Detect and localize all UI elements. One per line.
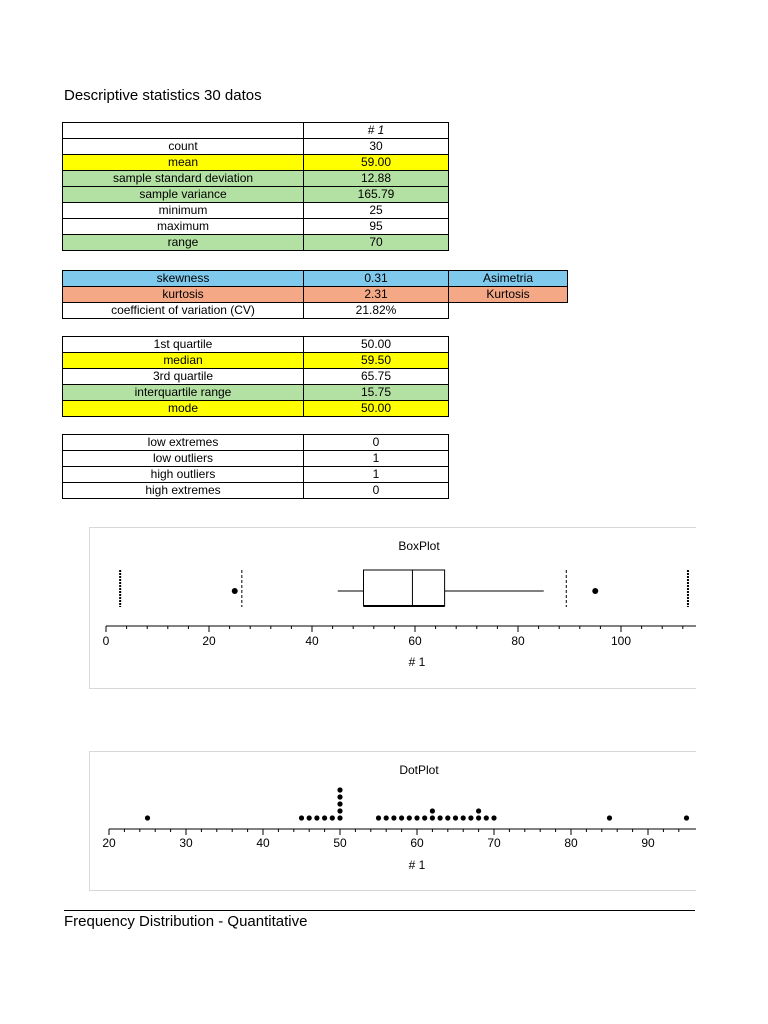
x-tick-label: 60 <box>408 634 422 648</box>
stat-label: low outliers <box>63 451 304 467</box>
dot-point <box>391 815 396 820</box>
dot-point <box>422 815 427 820</box>
stat-label: mean <box>63 155 304 171</box>
chart-title: DotPlot <box>399 763 439 777</box>
stat-value: 0 <box>304 435 449 451</box>
dot-point <box>607 815 612 820</box>
x-tick-label: 20 <box>202 634 216 648</box>
x-tick-label: 80 <box>511 634 525 648</box>
table-row <box>63 139 449 155</box>
stat-value: 2.31 <box>304 287 449 303</box>
x-tick-label: 100 <box>610 634 632 648</box>
table-row <box>63 171 449 187</box>
stat-label: mode <box>63 401 304 417</box>
x-tick-label: 80 <box>564 836 578 850</box>
stat-label: sample variance <box>63 187 304 203</box>
stat-label: high extremes <box>63 483 304 499</box>
dot-point <box>684 815 689 820</box>
table-row <box>63 369 449 385</box>
x-tick-label: 20 <box>102 836 116 850</box>
stat-label: skewness <box>63 271 304 287</box>
iqr-box <box>364 570 445 606</box>
x-tick-label: 70 <box>487 836 501 850</box>
stat-value: 21.82% <box>304 303 449 319</box>
table-row <box>63 303 568 319</box>
dotplot-panel <box>89 751 696 891</box>
dot-point <box>468 815 473 820</box>
stat-note: Kurtosis <box>449 287 568 303</box>
dot-point <box>337 808 342 813</box>
stat-label: 3rd quartile <box>63 369 304 385</box>
x-tick-label: 40 <box>256 836 270 850</box>
x-tick-label: 0 <box>102 634 110 648</box>
dot-point <box>399 815 404 820</box>
x-axis-label: # 1 <box>408 858 426 872</box>
dot-point <box>491 815 496 820</box>
dot-point <box>337 815 342 820</box>
dotplot-chart <box>90 752 696 890</box>
x-tick-label: 50 <box>333 836 347 850</box>
table-row <box>63 353 449 369</box>
x-axis-label: # 1 <box>408 655 426 669</box>
dot-point <box>484 815 489 820</box>
table-row <box>63 483 449 499</box>
stat-value: 25 <box>304 203 449 219</box>
section-divider <box>64 910 695 911</box>
table-row <box>63 435 449 451</box>
table-row <box>63 155 449 171</box>
dot-point <box>337 794 342 799</box>
dot-point <box>299 815 304 820</box>
stat-value: 1 <box>304 451 449 467</box>
stat-value: 65.75 <box>304 369 449 385</box>
dot-point <box>414 815 419 820</box>
stat-value: 15.75 <box>304 385 449 401</box>
outlier-point <box>592 588 598 594</box>
dot-point <box>461 815 466 820</box>
empty-cell <box>449 303 568 319</box>
header-empty-cell <box>63 123 304 139</box>
table-row <box>63 451 449 467</box>
x-tick-label: 40 <box>305 634 319 648</box>
stat-value: 70 <box>304 235 449 251</box>
dot-point <box>407 815 412 820</box>
boxplot-chart <box>90 528 696 688</box>
table-row <box>63 219 449 235</box>
stat-value: 0.31 <box>304 271 449 287</box>
table-row <box>63 401 449 417</box>
stat-label: maximum <box>63 219 304 235</box>
x-tick-label: 30 <box>179 836 193 850</box>
stat-value: 1 <box>304 467 449 483</box>
dot-point <box>476 808 481 813</box>
stat-label: count <box>63 139 304 155</box>
boxplot-panel <box>89 527 696 689</box>
table-row <box>63 337 449 353</box>
dot-point <box>445 815 450 820</box>
x-tick-label: 60 <box>410 836 424 850</box>
stat-label: minimum <box>63 203 304 219</box>
table-row <box>63 187 449 203</box>
stat-value: 12.88 <box>304 171 449 187</box>
dot-point <box>330 815 335 820</box>
stat-value: 0 <box>304 483 449 499</box>
stat-value: 59.00 <box>304 155 449 171</box>
stat-label: sample standard deviation <box>63 171 304 187</box>
x-tick-label: 90 <box>641 836 655 850</box>
table-row <box>63 235 449 251</box>
outlier-stats-table <box>62 434 449 499</box>
section-title: Frequency Distribution - Quantitative <box>64 913 308 930</box>
dot-point <box>438 815 443 820</box>
dot-point <box>337 787 342 792</box>
dot-point <box>376 815 381 820</box>
table-row <box>63 385 449 401</box>
outlier-point <box>232 588 238 594</box>
stat-label: 1st quartile <box>63 337 304 353</box>
stat-value: 59.50 <box>304 353 449 369</box>
dot-point <box>430 815 435 820</box>
stat-label: interquartile range <box>63 385 304 401</box>
table-row <box>63 467 449 483</box>
stat-value: 95 <box>304 219 449 235</box>
quartile-stats-table <box>62 336 449 417</box>
dot-point <box>307 815 312 820</box>
dot-point <box>476 815 481 820</box>
table-row <box>63 271 568 287</box>
stat-value: 50.00 <box>304 401 449 417</box>
stat-note: Asimetria <box>449 271 568 287</box>
table-header-row <box>63 123 449 139</box>
dot-point <box>145 815 150 820</box>
column-header: # 1 <box>304 123 449 139</box>
dot-point <box>453 815 458 820</box>
dot-point <box>337 801 342 806</box>
chart-title: BoxPlot <box>398 539 440 553</box>
dot-point <box>384 815 389 820</box>
stat-value: 30 <box>304 139 449 155</box>
basic-stats-table <box>62 122 449 251</box>
stat-value: 165.79 <box>304 187 449 203</box>
stat-label: low extremes <box>63 435 304 451</box>
stat-label: range <box>63 235 304 251</box>
dot-point <box>314 815 319 820</box>
stat-label: coefficient of variation (CV) <box>63 303 304 319</box>
stat-label: median <box>63 353 304 369</box>
table-row <box>63 203 449 219</box>
stat-label: kurtosis <box>63 287 304 303</box>
shape-stats-table <box>62 270 568 319</box>
dot-point <box>322 815 327 820</box>
stat-value: 50.00 <box>304 337 449 353</box>
dot-point <box>430 808 435 813</box>
stat-label: high outliers <box>63 467 304 483</box>
table-row <box>63 287 568 303</box>
page-title: Descriptive statistics 30 datos <box>64 87 262 104</box>
